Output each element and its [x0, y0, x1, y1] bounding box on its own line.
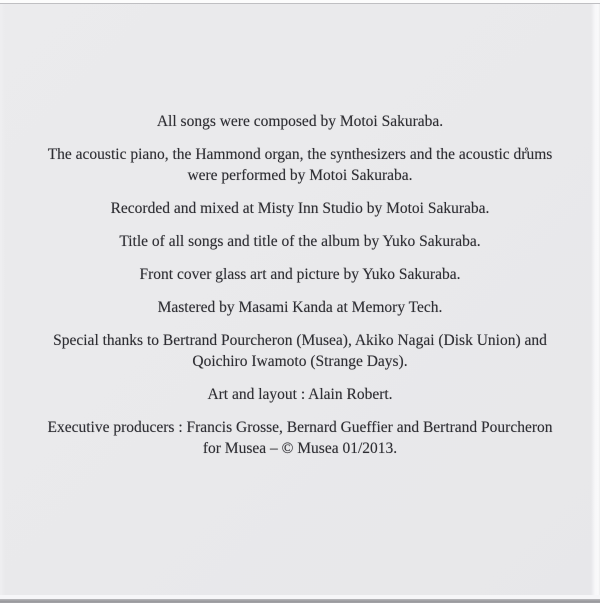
- credit-line: Mastered by Masami Kanda at Memory Tech.: [157, 299, 443, 316]
- credit-paragraph-special-thanks: [28, 330, 572, 372]
- credit-paragraph-recording: [28, 198, 572, 219]
- credit-line: for Musea – © Musea 01/2013.: [202, 440, 398, 457]
- credit-paragraph-cover-art: [28, 264, 572, 285]
- credit-line: Recorded and mixed at Misty Inn Studio by Motoi Sakuraba.: [110, 200, 490, 217]
- credit-line: Special thanks to Bertrand Pourcheron (Musea), Akiko Nagai (Disk Union) and: [53, 332, 547, 349]
- credit-line: Title of all songs and title of the album by Yuko Sakuraba.: [119, 233, 481, 250]
- credit-line: Qoichiro Iwamoto (Strange Days).: [192, 353, 408, 370]
- credit-paragraph-art-layout: [28, 384, 572, 405]
- scan-edge-bottom-line: [0, 599, 600, 603]
- scan-edge-top-line: [0, 3, 600, 4]
- credit-line: All songs were composed by Motoi Sakuraba.: [156, 113, 444, 130]
- credits-text-block: [0, 111, 600, 471]
- credit-line: Art and layout : Alain Robert.: [207, 386, 393, 403]
- credit-line: Executive producers : Francis Grosse, Bernard Gueffier and Bertrand Pourcheron: [47, 419, 553, 436]
- credit-line: Front cover glass art and picture by Yuko Sakuraba.: [139, 266, 461, 283]
- credit-line: were performed by Motoi Sakuraba.: [187, 167, 413, 184]
- credit-paragraph-executive-producers: [28, 417, 572, 459]
- credit-paragraph-composition: [28, 111, 572, 132]
- credit-line: The acoustic piano, the Hammond organ, the synthesizers and the acoustic dr̊ums: [47, 146, 553, 163]
- credit-paragraph-performance: [28, 144, 572, 186]
- credit-paragraph-mastering: [28, 297, 572, 318]
- credit-paragraph-titles: [28, 231, 572, 252]
